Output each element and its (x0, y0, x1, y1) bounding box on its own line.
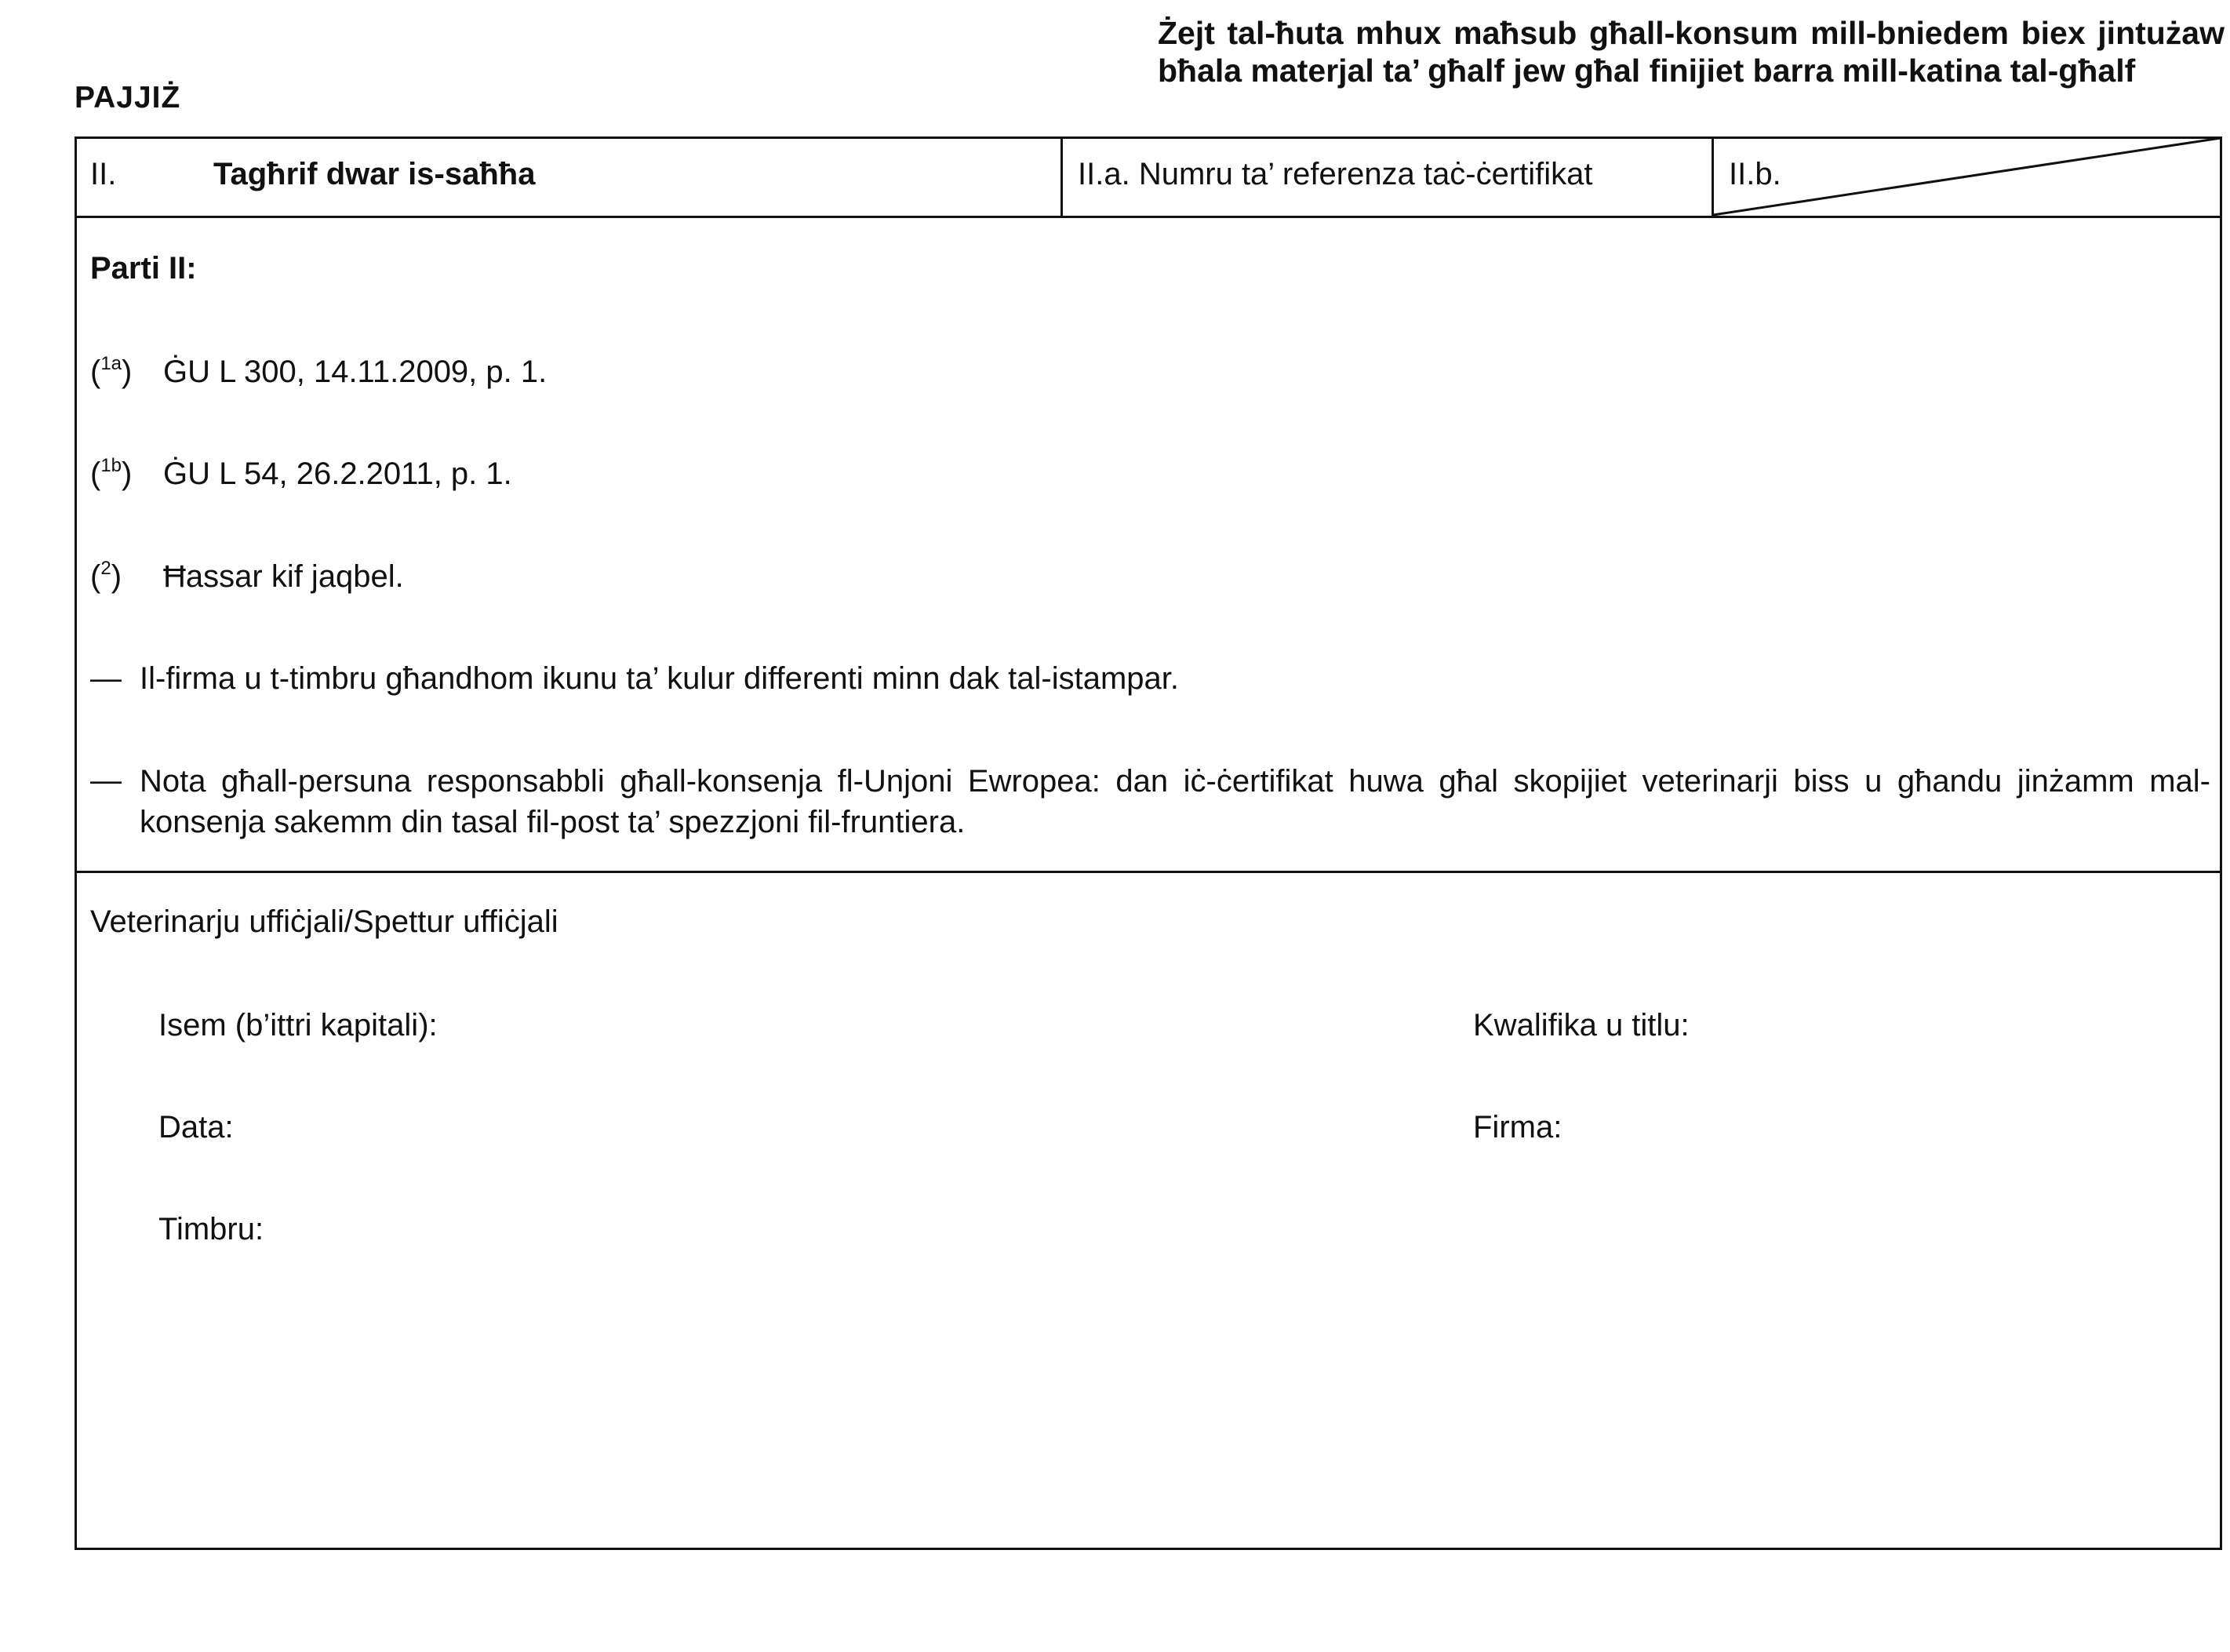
footnote-1a-text: ĠU L 300, 14.11.2009, p. 1. (163, 355, 547, 389)
date-label: Data: (158, 1110, 234, 1144)
bullet-dash: — (90, 661, 122, 696)
signature-divider (75, 871, 2222, 873)
bullet-consignment-note: Nota għall-persuna responsabbli għall-konsenja fl-Unjoni Ewropea: dan iċ-ċertifikat huwa għal skopijiet veterinarji biss u għandu jinżamm mal-konsenja sakemm din tasal fil-post ta’ spezzjoni fil-fruntiera. (140, 764, 2210, 839)
qualification-label: Kwalifika u titlu: (1473, 1008, 1690, 1043)
certificate-table (75, 136, 2222, 1550)
iib-strike-line (1713, 138, 2221, 217)
country-label: PAJJIŻ (75, 81, 181, 115)
footnote-1a-marker: ($^{1a}$) (90, 353, 133, 389)
footnote-1b-text: ĠU L 54, 26.2.2011, p. 1. (163, 457, 512, 491)
certificate-title: Żejt tal-ħuta mhux maħsub għall-konsum mill-bniedem biex jintużaw bħala materjal ta’ għalf jew għal finijiet barra mill-katina tal-għalf (1158, 15, 2225, 89)
signature-heading: Veterinarju uffiċjali/Spettur uffiċjali (90, 904, 558, 939)
certificate-reference-label: II.a. Numru ta’ referenza taċ-ċertifikat (1078, 157, 1593, 191)
part-heading: Parti II: (90, 251, 197, 286)
footnote-2-marker: ($^2$) (90, 558, 122, 594)
signature-label: Firma: (1473, 1110, 1562, 1144)
footnote-1b-marker: ($^{1b}$) (90, 455, 133, 491)
footnote-2-text: Ħassar kif jaqbel. (163, 559, 404, 594)
bullet-dash: — (90, 763, 122, 798)
section-number: II. (90, 157, 117, 191)
stamp-label: Timbru: (158, 1212, 264, 1246)
iib-label: II.b. (1729, 157, 1781, 191)
column-divider-1 (1060, 136, 1063, 217)
bullet-signature-colour: Il-firma u t-timbru għandhom ikunu ta’ kulur differenti minn dak tal-istampar. (140, 661, 1180, 696)
section-title: Tagħrif dwar is-saħħa (213, 157, 536, 191)
name-label: Isem (b’ittri kapitali): (158, 1008, 438, 1043)
